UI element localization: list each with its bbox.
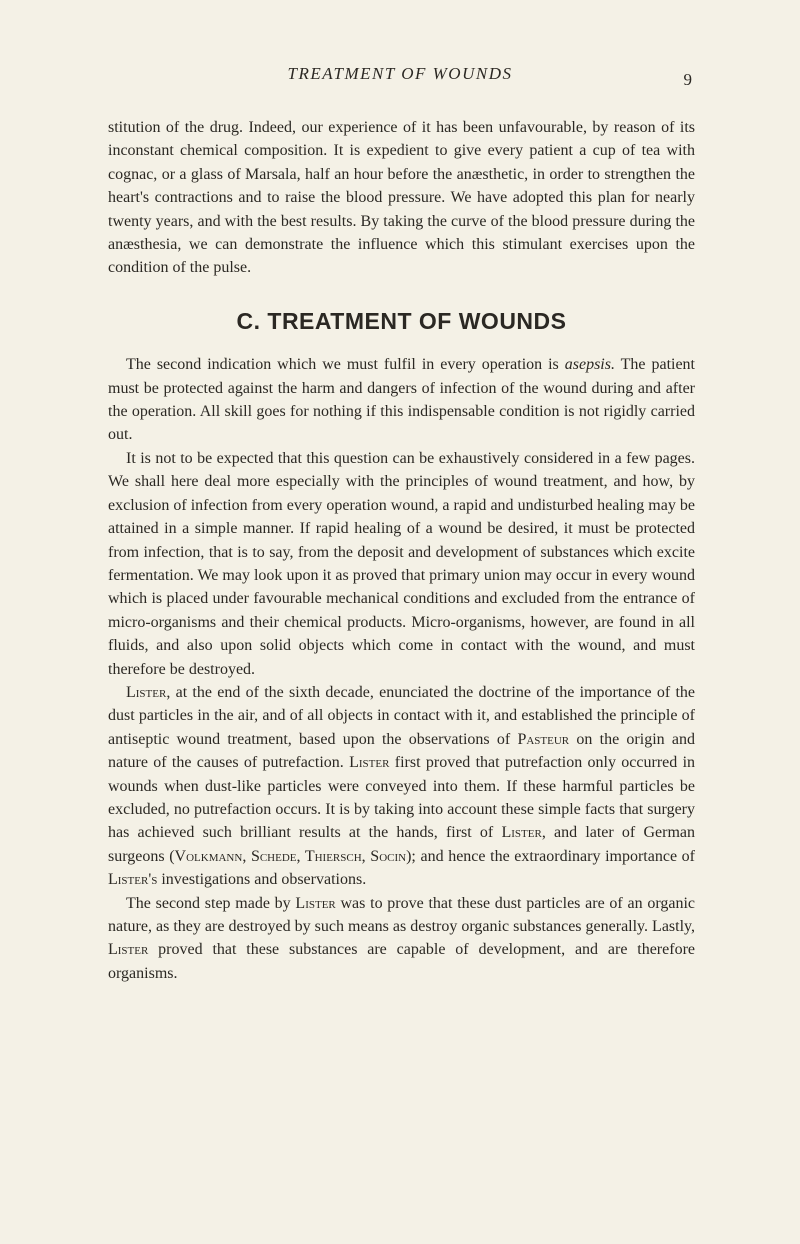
- paragraph-2-text-c: The patient must be protected against the harm and dangers of infection of the wound during and after the operation. All skill goes for nothing if this indispensable condition is not rigidly carried out.: [108, 356, 696, 444]
- name-lister: Lister: [295, 894, 336, 912]
- name-lister: Lister: [126, 683, 167, 701]
- paragraph-4-text-3: first proved that putrefaction only occurred in wounds when dust-like particles were conveyed into them. If these harmful particles be excluded, no putrefaction occurs. It is by taking into account these simple facts that surgery has achieved such brilliant results at the hands, first of: [108, 754, 696, 842]
- paragraph-3: It is not to be expected that this question can be exhaustively considered in a few pages. We shall here deal more especially with the principles of wound treatment, and how, by exclusion of infection from every operation wound, a rapid and undisturbed healing may be attained in a simple manner. If rapid healing of a wound be desired, it must be protected from infection, that is to say, from the deposit and development of substances which excite fermentation. We may look upon it as proved that primary union may occur in every wound which is placed under favourable mechanical conditions and excluded from the entrance of micro-organisms and their chemical products. Micro-organisms, however, are found in all fluids, and also upon solid objects which come in contact with the wound, and must therefore be destroyed.: [108, 449, 695, 678]
- paragraph-4: [108, 681, 695, 892]
- paragraph-4-text-5: ); and hence the extraordinary importance of: [406, 847, 696, 865]
- name-lister: Lister: [108, 941, 149, 959]
- names-german-surgeons: Volkmann, Schede, Thiersch, Socin: [174, 847, 407, 865]
- paragraph-5-text-3: proved that these substances are capable of development, and are therefore organisms.: [108, 941, 695, 982]
- paragraph-4-text-4: , and later of German surgeons (: [108, 824, 695, 865]
- running-title: TREATMENT OF WOUNDS: [287, 64, 513, 83]
- body-text: [108, 116, 695, 985]
- page-number: 9: [683, 70, 692, 89]
- paragraph-5: [108, 892, 695, 986]
- asepsis-term: asepsis.: [564, 356, 615, 374]
- paragraph-2: [108, 353, 695, 447]
- paragraph-4-text-1: , at the end of the sixth decade, enunciated the doctrine of the importance of the dust particles in the air, and of all objects in contact with it, and established the principle of antiseptic wound treatment, based upon the observations of: [108, 683, 695, 748]
- paragraph-5-text-1: The second step made by: [126, 894, 296, 912]
- paragraph-4-text-2: on the origin and nature of the causes of putrefaction.: [108, 730, 695, 772]
- paragraph-2-text-a: The second indication which we must fulfil in every operation is: [126, 356, 565, 374]
- name-pasteur: Pasteur: [517, 730, 570, 748]
- paragraph-4-text-6: investigations and observations.: [157, 871, 367, 889]
- paragraph-5-text-2: was to prove that these dust particles are of an organic nature, as they are destroyed by such means as destroy organic substances generally. Lastly,: [108, 894, 696, 935]
- section-heading: C. TREATMENT OF WOUNDS: [236, 307, 567, 334]
- name-listers: Lister's: [108, 871, 158, 889]
- name-lister: Lister: [349, 754, 390, 772]
- name-lister: Lister: [501, 824, 542, 842]
- paragraph-1: stitution of the drug. Indeed, our experience of it has been unfavourable, by reason of its inconstant chemical composition. It is expedient to give every patient a cup of tea with cognac, or a glass of Marsala, half an hour before the anæsthetic, in order to strengthen the heart's contractions and to raise the blood pressure. We have adopted this plan for nearly twenty years, and with the best results. By taking the curve of the blood pressure during the anæsthesia, we can demonstrate the influence which this stimulant exercises upon the condition of the pulse.: [108, 119, 695, 277]
